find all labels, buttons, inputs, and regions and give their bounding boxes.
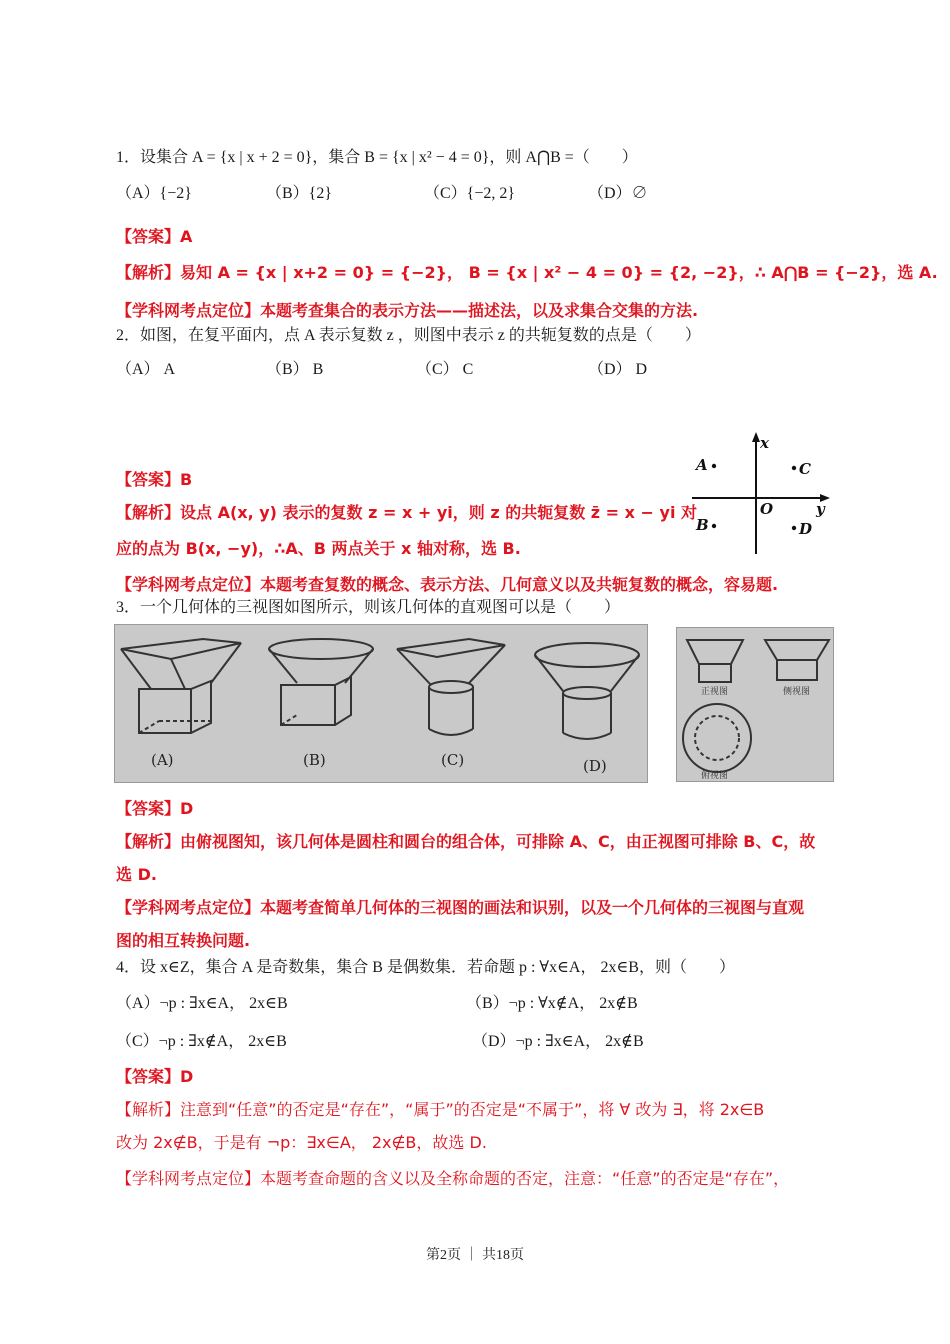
option-b-solid — [269, 639, 373, 725]
q1-stem: 1．设集合 A = {x | x + 2 = 0}，集合 B = {x | x² − 4 = 0}，则 A⋂B =（ ） — [116, 149, 638, 166]
q3-point-line1: 【学科网考点定位】本题考查简单几何体的三视图的画法和识别，以及一个几何体的三视图与直观 — [116, 898, 805, 917]
q3-stem: 3．一个几何体的三视图如图所示，则该几何体的直观图可以是（ ） — [116, 599, 621, 616]
q4-answer: 【答案】D — [116, 1067, 194, 1086]
axis-x-label: x — [760, 434, 769, 452]
front-view — [687, 640, 743, 682]
option-b-label: (B) — [303, 751, 326, 769]
q3-analysis-line1: 【解析】由俯视图知，该几何体是圆柱和圆台的组合体，可排除 A、C，由正视图可排除 B、C，故 — [116, 832, 816, 851]
q2-option-c: （C） C — [416, 361, 474, 378]
q4-analysis-line1: 【解析】注意到“任意”的否定是“存在”，“属于”的否定是“不属于”，将 ∀ 改为 ∃，将 2x∈B — [116, 1100, 765, 1119]
option-a-label: (A) — [151, 751, 174, 769]
q1-option-c: （C）{−2, 2} — [424, 185, 516, 202]
point-c-label: C — [799, 460, 811, 478]
q2-answer: 【答案】B — [116, 470, 193, 489]
q3-analysis-line2: 选 D. — [116, 865, 157, 884]
side-view — [765, 640, 829, 680]
q4-option-c: （C）¬p : ∃x∉A， 2x∈B — [116, 1033, 287, 1050]
q3-options-drawing — [115, 625, 647, 782]
point-c — [792, 466, 796, 470]
option-d-label: (D) — [583, 757, 607, 775]
vertical-axis-arrow — [752, 432, 760, 442]
page-footer: 第2页 ｜ 共18页 — [426, 1248, 524, 1263]
option-a-solid — [121, 639, 241, 733]
q2-point: 【学科网考点定位】本题考查复数的概念、表示方法、几何意义以及共轭复数的概念，容易题. — [116, 575, 779, 594]
q4-analysis-line2: 改为 2x∉B，于是有 ¬p：∃x∈A， 2x∉B，故选 D. — [116, 1133, 487, 1152]
q2-option-d: （D） D — [588, 361, 648, 378]
complex-plane-figure — [680, 430, 840, 558]
q3-three-views-drawing — [677, 628, 833, 781]
point-d-label: D — [799, 520, 813, 538]
point-d — [792, 526, 796, 530]
q3-answer: 【答案】D — [116, 799, 194, 818]
q2-analysis-line2: 应的点为 B(x, −y)，∴A、B 两点关于 x 轴对称，选 B. — [116, 539, 521, 558]
q3-options-photo — [114, 624, 648, 783]
q1-option-a: （A）{−2} — [116, 185, 192, 202]
q2-option-a: （A） A — [116, 361, 176, 378]
point-b-label: B — [696, 516, 709, 534]
point-a-label: A — [696, 456, 708, 474]
q2-stem: 2．如图，在复平面内，点 A 表示复数 z ，则图中表示 z 的共轭复数的点是（ ） — [116, 327, 701, 344]
front-view-label: 正视图 — [701, 687, 729, 697]
option-d-solid — [535, 643, 639, 739]
q1-point: 【学科网考点定位】本题考查集合的表示方法——描述法，以及求集合交集的方法. — [116, 301, 699, 320]
top-view-label: 俯视图 — [701, 771, 729, 781]
q2-option-b: （B） B — [266, 361, 324, 378]
option-c-label: (C) — [441, 751, 465, 769]
q2-analysis-line1: 【解析】设点 A(x, y) 表示的复数 z = x + yi，则 z 的共轭复数 z̄ = x − yi 对 — [116, 503, 697, 522]
origin-label: O — [760, 500, 774, 518]
q4-option-b: （B）¬p : ∀x∉A， 2x∉B — [466, 995, 638, 1012]
q1-analysis: 【解析】易知 A = {x | x+2 = 0} = {−2}， B = {x | x² − 4 = 0} = {2, −2}，∴ A⋂B = {−2}，选 A. — [116, 263, 938, 282]
q1-answer: 【答案】A — [116, 227, 193, 246]
point-b — [712, 524, 716, 528]
q4-stem: 4．设 x∈Z，集合 A 是奇数集，集合 B 是偶数集．若命题 p : ∀x∈A， 2x∈B，则（ ） — [116, 959, 735, 976]
axis-y-label: y — [816, 500, 825, 518]
q1-option-d: （D）∅ — [588, 185, 648, 202]
top-view — [683, 704, 751, 772]
q4-point: 【学科网考点定位】本题考查命题的含义以及全称命题的否定，注意：“任意”的否定是“存在”， — [116, 1169, 790, 1188]
q4-option-d: （D）¬p : ∃x∈A， 2x∉B — [472, 1033, 644, 1050]
point-a — [712, 464, 716, 468]
q3-point-line2: 图的相互转换问题. — [116, 931, 251, 950]
option-c-solid — [397, 639, 505, 735]
side-view-label: 侧视图 — [783, 687, 811, 697]
q4-option-a: （A）¬p : ∃x∈A， 2x∈B — [116, 995, 288, 1012]
q3-three-views-photo — [676, 627, 834, 782]
q1-option-b: （B）{2} — [266, 185, 333, 202]
